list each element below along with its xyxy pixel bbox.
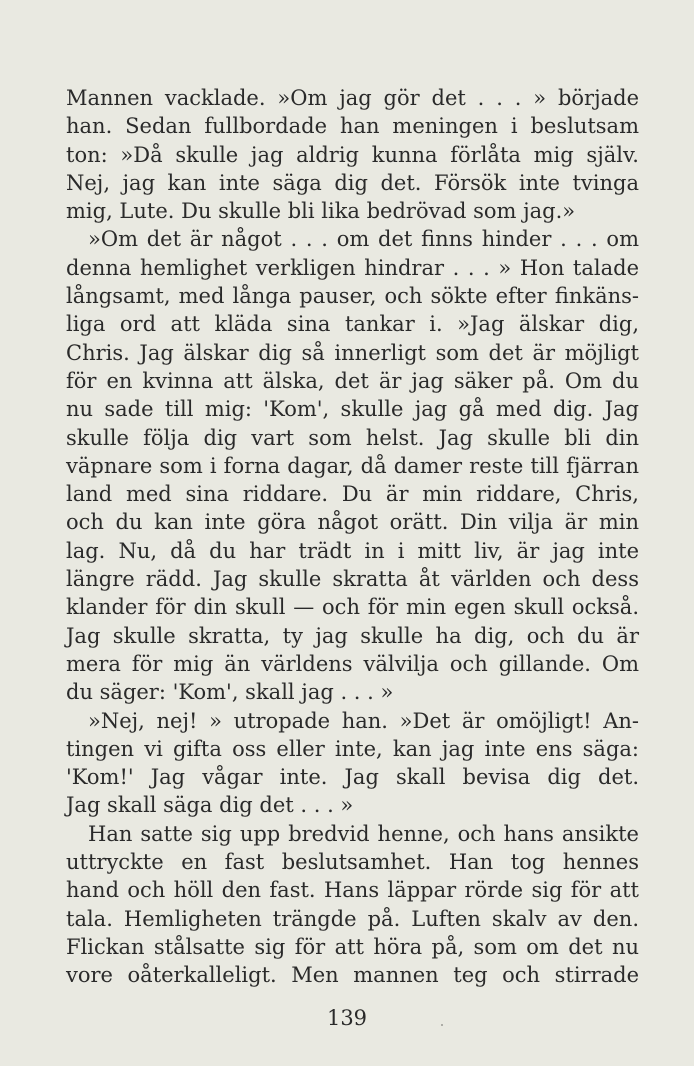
text-line: vore oåterkalleligt. Men mannen teg och stirrade (66, 963, 639, 988)
text-line: du säger: 'Kom', skall jag . . . » (66, 680, 394, 705)
paper-speck (441, 1024, 443, 1026)
text-line: Flickan stålsatte sig för att höra på, som om det nu (66, 934, 639, 959)
text-line: långsamt, med långa pauser, och sökte efter finkäns- (66, 284, 639, 309)
page-number: 139 (326, 1006, 368, 1030)
text-line: nu sade till mig: 'Kom', skulle jag gå med dig. Jag (66, 397, 639, 422)
text-line: mig, Lute. Du skulle bli lika bedrövad som jag.» (66, 199, 576, 224)
body-text (66, 84, 639, 990)
text-line: 'Kom!' Jag vågar inte. Jag skall bevisa dig det. (66, 765, 639, 790)
text-line: skulle följa dig vart som helst. Jag skulle bli din (66, 425, 639, 450)
text-line: tala. Hemligheten trängde på. Luften skalv av den. (66, 906, 639, 931)
text-line: ton: »Då skulle jag aldrig kunna förlåta mig själv. (66, 142, 639, 167)
text-line: Nej, jag kan inte säga dig det. Försök inte tvinga (66, 170, 639, 195)
text-line: längre rädd. Jag skulle skratta åt världen och dess (66, 567, 639, 592)
text-line: tingen vi gifta oss eller inte, kan jag inte ens säga: (66, 736, 639, 761)
text-line: liga ord att kläda sina tankar i. »Jag älskar dig, (66, 312, 639, 337)
text-line: han. Sedan fullbordade han meningen i beslutsam (66, 114, 639, 139)
text-line: land med sina riddare. Du är min riddare, Chris, (66, 482, 639, 507)
text-line: för en kvinna att älska, det är jag säker på. Om du (66, 368, 639, 393)
text-line: Chris. Jag älskar dig så innerligt som det är möjligt (66, 340, 639, 365)
text-line: »Nej, nej! » utropade han. »Det är omöjligt! An- (88, 708, 639, 733)
text-line: Mannen vacklade. »Om jag gör det . . . » började (66, 86, 639, 110)
text-line: väpnare som i forna dagar, då damer reste till fjärran (66, 453, 639, 478)
text-line: denna hemlighet verkligen hindrar . . . » Hon talade (66, 255, 639, 280)
text-line: »Om det är något . . . om det finns hinder . . . om (88, 227, 639, 252)
text-line: lag. Nu, då du har trädt in i mitt liv, är jag inte (66, 538, 639, 563)
text-line: klander för din skull — och för min egen skull också. (66, 595, 639, 620)
text-line: Han satte sig upp bredvid henne, och hans ansikte (88, 821, 639, 846)
text-line: Jag skall säga dig det . . . » (66, 793, 354, 818)
text-line: och du kan inte göra något orätt. Din vilja är min (66, 510, 639, 535)
text-line: mera för mig än världens välvilja och gillande. Om (66, 651, 639, 676)
text-line: hand och höll den fast. Hans läppar rörde sig för att (66, 878, 639, 903)
text-line: uttryckte en fast beslutsamhet. Han tog hennes (66, 850, 639, 875)
text-line: Jag skulle skratta, ty jag skulle ha dig, och du är (66, 623, 639, 648)
